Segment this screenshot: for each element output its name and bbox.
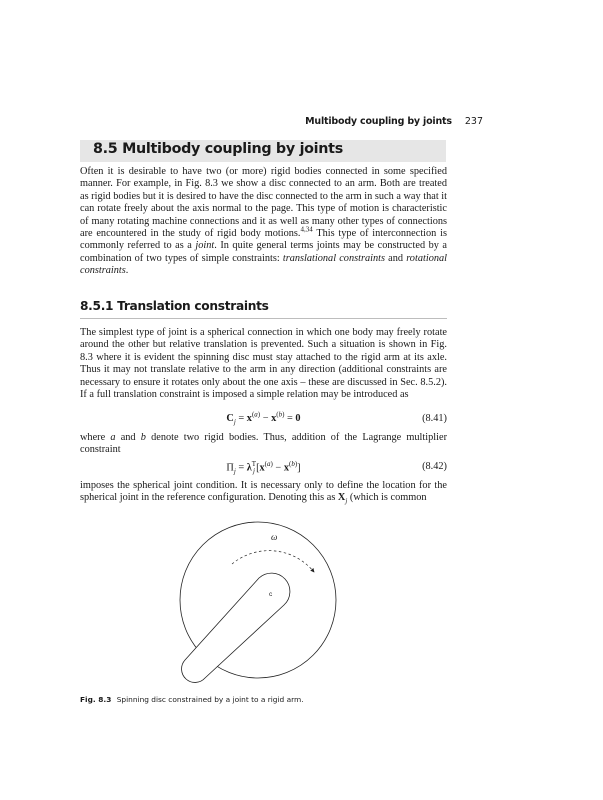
subsection-title: 8.5.1 Translation constraints <box>80 299 269 313</box>
caption-label: Fig. 8.3 <box>80 695 112 704</box>
page-number: 237 <box>464 116 483 127</box>
para2-text-c: denote two rigid bodies. Thus, addition of the Lagrange multiplier constraint <box>80 432 447 456</box>
equation-body: $\Pi_j = \lambda$ T j $[x^{(a)} - x^{(b)}]$ <box>226 459 301 476</box>
intro-text-b: This type of interconnection is commonly referred to as a <box>80 228 447 252</box>
equation-number: (8.42) <box>422 461 447 472</box>
para3-text-a: imposes the spherical joint condition. It is necessary only to define the location for the spherical joint in the reference configuration. Denoting this as <box>80 480 447 504</box>
term-joint: joint <box>195 240 215 252</box>
running-header <box>80 116 483 127</box>
translation-paragraph: The simplest type of joint is a spherical connection in which one body may freely rotate around the other but relative translation is prevented. Such a situation is shown in Fig. 8.3 where it is evident the spinning disc must stay attached to the rigid arm at its axle. Thus it may not translate relative to the arm in any direction (additional constraints are necessary to ensure it rotates only about the one axis – these are discussed in Sec. 8.5.2). If a full translation constraint is imposed a simple relation may be introduced as <box>80 327 447 401</box>
subsection-rule <box>80 318 447 319</box>
para2-text-a: where <box>80 432 111 443</box>
disc-arm-diagram <box>168 516 338 686</box>
equation-body: $C_j = x^{(a)} - x^{(b)} = 0$ <box>226 410 301 427</box>
equation-8-42 <box>80 461 447 475</box>
center-label: c <box>269 591 273 598</box>
term-translational-constraints: translational constraints <box>282 252 385 264</box>
citation-refs: 4,34 <box>300 225 313 234</box>
section-title: 8.5 Multibody coupling by joints <box>93 141 343 157</box>
intro-text-e: . <box>125 265 129 277</box>
omega-label: ω <box>271 532 278 542</box>
equation-8-41 <box>80 410 447 427</box>
equation-number: (8.41) <box>422 413 447 424</box>
rotation-arrow <box>232 551 314 572</box>
rigid-arm <box>182 573 290 682</box>
para2-text-b: and <box>115 432 141 443</box>
caption-text: Spinning disc constrained by a joint to a rigid arm. <box>116 695 304 704</box>
var-j: j <box>345 497 348 506</box>
section-intro-paragraph <box>80 166 447 278</box>
intro-text-d: and <box>385 252 407 264</box>
var-a: a <box>110 432 116 443</box>
intro-text-c: . In quite general terms joints may be constructed by a combination of two types of simple constraints: <box>80 240 447 264</box>
intro-text-a: Often it is desirable to have two (or more) rigid bodies connected in some specified manner. For example, in Fig. 8.3 we show a disc connected to an arm. Both are treated as rigid bodies but it is desired to have the disc connected to the arm in such a way that it can rotate freely about the axis normal to the page. This type of motion is characteristic of many rotating machine connections and it as well as many other types of connections are encountered in the study of rigid body motions. <box>80 166 447 240</box>
figure-8-3 <box>168 516 338 686</box>
section-heading-box <box>80 140 446 162</box>
lagrange-paragraph <box>80 432 447 457</box>
figure-caption <box>80 695 304 704</box>
var-b: b <box>140 432 146 443</box>
term-rotational-constraints: rotational constraints <box>80 252 447 277</box>
running-title: Multibody coupling by joints <box>305 116 452 127</box>
var-X: X <box>337 492 346 504</box>
para3-text-b: (which is common <box>347 492 427 504</box>
spherical-joint-paragraph <box>80 480 447 505</box>
